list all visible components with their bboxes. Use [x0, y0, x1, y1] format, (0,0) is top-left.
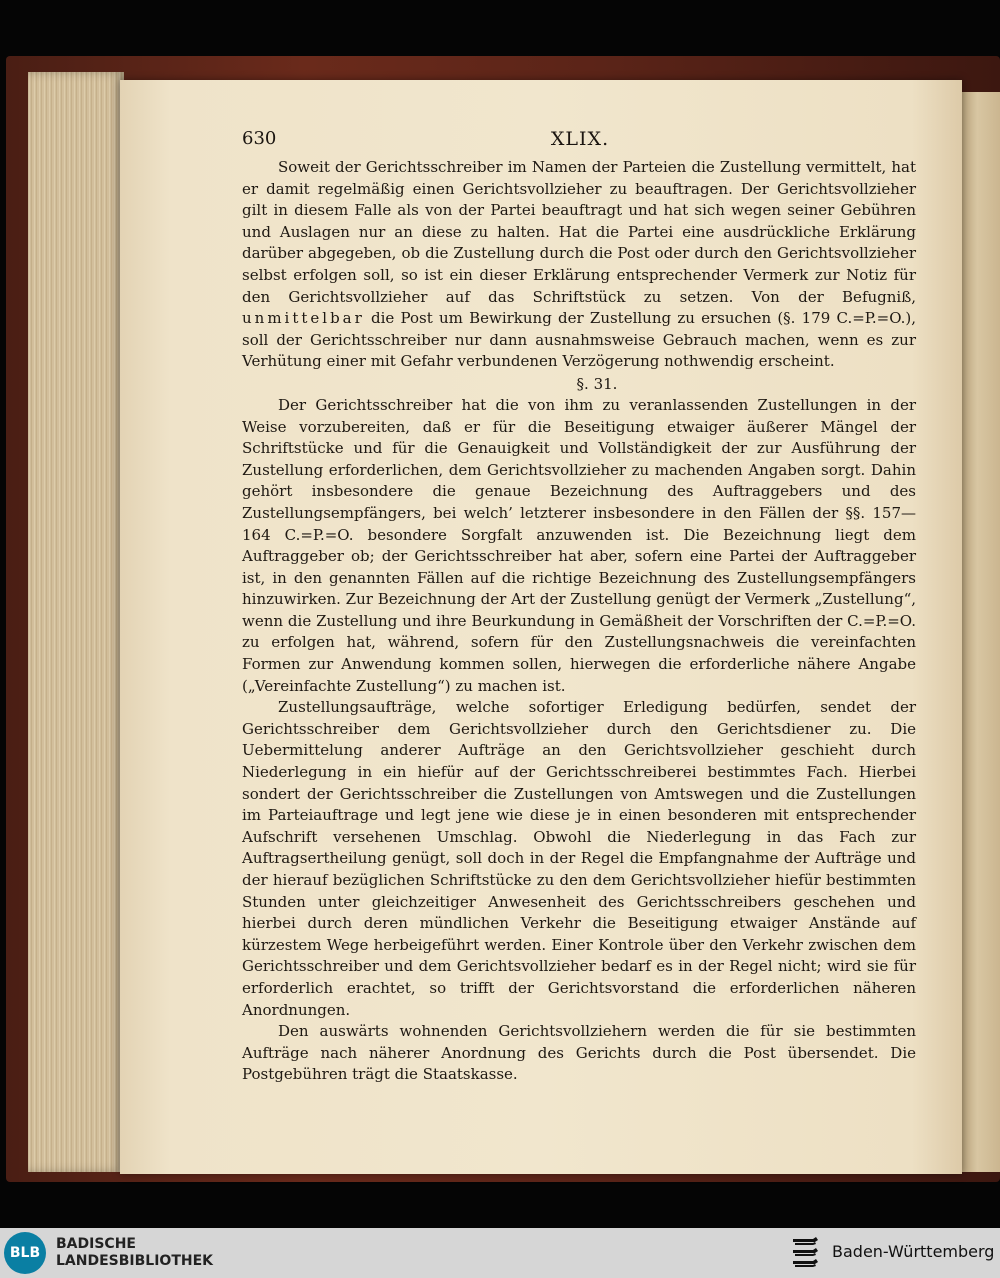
- paragraph: Der Gerichtsschreiber hat die von ihm zu veranlassenden Zustellungen in der Weise vorzubereiten, daß er für die Beseitigung etwaiger äußerer Mängel der Schriftstücke und für die Genauigkeit und Vollständigkeit der zur Ausführung der Zustellung erforderlichen, dem Gerichtsvollzieher zu machenden Angaben sorgt. Dahin gehört insbesondere die genaue Bezeichnung des Auftraggebers und des Zustellungsempfängers, bei welch’ letzterer insbesondere in den Fällen der §§. 157—164 C.=P.=O. besondere Sorgfalt anzuwenden ist. Die Bezeichnung liegt dem Auftraggeber ob; der Gerichtsschreiber hat aber, sofern eine Partei der Auftraggeber ist, in den genannten Fällen auf die richtige Bezeichnung des Zustellungsempfängers hinzuwirken. Zur Bezeichnung der Art der Zustellung genügt der Vermerk „Zustellung“, wenn die Zustellung und ihre Beurkundung in Gemäßheit der Vorschriften der C.=P.=O. zu erfolgen hat, während, sofern für den Zustellungsnachweis die vereinfachten Formen zur Anwendung kommen sollen, hierwegen die erforderliche nähere Angabe („Vereinfachte Zustellung“) zu machen ist.: [242, 395, 916, 695]
- emphasized-word: unmittelbar: [242, 309, 365, 328]
- library-name[interactable]: [56, 1236, 213, 1270]
- page-edges: [28, 72, 124, 1172]
- footer-bar: [0, 1228, 1000, 1278]
- library-name-line: LANDESBIBLIOTHEK: [56, 1253, 214, 1269]
- paragraph: [242, 157, 916, 373]
- page-number: 630: [242, 128, 277, 149]
- blb-logo[interactable]: BLB: [4, 1232, 46, 1274]
- paragraph: Zustellungsaufträge, welche sofortiger Erledigung bedürfen, sendet der Gerichtsschreiber dem Gerichtsvollzieher durch den Gerichtsdiener zu. Die Uebermittelung anderer Aufträge an den Gerichtsvollzieher geschieht durch Niederlegung in ein hiefür auf der Gerichtsschreiberei bestimmtes Fach. Hierbei sondert der Gerichtsschreiber die Zustellungen von Amtswegen und die Zustellungen im Parteiauftrage und legt jene wie diese je in einen besonderen mit entsprechender Aufschrift versehenen Umschlag. Obwohl die Niederlegung in das Fach zur Auftragsertheilung genügt, soll doch in der Regel die Empfangnahme der Aufträge und der hierauf bezüglichen Schriftstücke zu den dem Gerichtsvollzieher hiefür bestimmten Stunden unter gleichzeitiger Anwesenheit des Gerichtsschreibers geschehen und hierbei durch deren mündlichen Verkehr die Beseitigung etwaiger Anstände auf kürzestem Wege herbeigeführt werden. Einer Kontrole über den Verkehr zwischen dem Gerichtsschreiber und dem Gerichtsvollzieher bedarf es in der Regel nicht; wird sie für erforderlich erachtet, so trifft der Gerichtsvorstand die erforderlichen näheren Anordnungen.: [242, 698, 916, 1019]
- running-head: XLIX.: [550, 128, 610, 150]
- paragraph: Den auswärts wohnenden Gerichtsvollziehern werden die für sie bestimmten Aufträge nach näherer Anordnung des Gerichts durch die Post übersendet. Die Postgebühren trägt die Staatskasse.: [242, 1022, 916, 1084]
- page-text: [242, 157, 916, 1086]
- three-lions-icon: [790, 1235, 824, 1271]
- next-page-edge: [962, 92, 1000, 1172]
- state-name[interactable]: Baden-Württemberg: [832, 1242, 995, 1261]
- paragraph-text: Soweit der Gerichtsschreiber im Namen der Parteien die Zustellung vermittelt, hat er damit regelmäßig einen Gerichtsvollzieher zu beauftragen. Der Gerichtsvollzieher gilt in diesem Falle als von der Partei beauftragt und hat sich wegen seiner Gebühren und Auslagen nur an diese zu halten. Hat die Partei eine ausdrückliche Erklärung darüber abgegeben, ob die Zustellung durch die Post oder durch den Gerichtsvollzieher selbst erfolgen soll, so ist ein dieser Erklärung entsprechender Vermerk zur Notiz für den Gerichtsvollzieher auf das Schriftstück zu setzen. Von der Befugniß,: [242, 158, 916, 306]
- paragraph-text: die Post um Bewirkung der Zustellung zu ersuchen (§. 179 C.=P.=O.), soll der Gerichtsschreiber nur dann ausnahmsweise Gebrauch machen, wenn es zur Verhütung einer mit Gefahr verbundenen Verzögerung nothwendig erscheint.: [242, 309, 916, 371]
- library-name-line: BADISCHE: [56, 1236, 136, 1252]
- section-heading: §. 31.: [576, 374, 618, 393]
